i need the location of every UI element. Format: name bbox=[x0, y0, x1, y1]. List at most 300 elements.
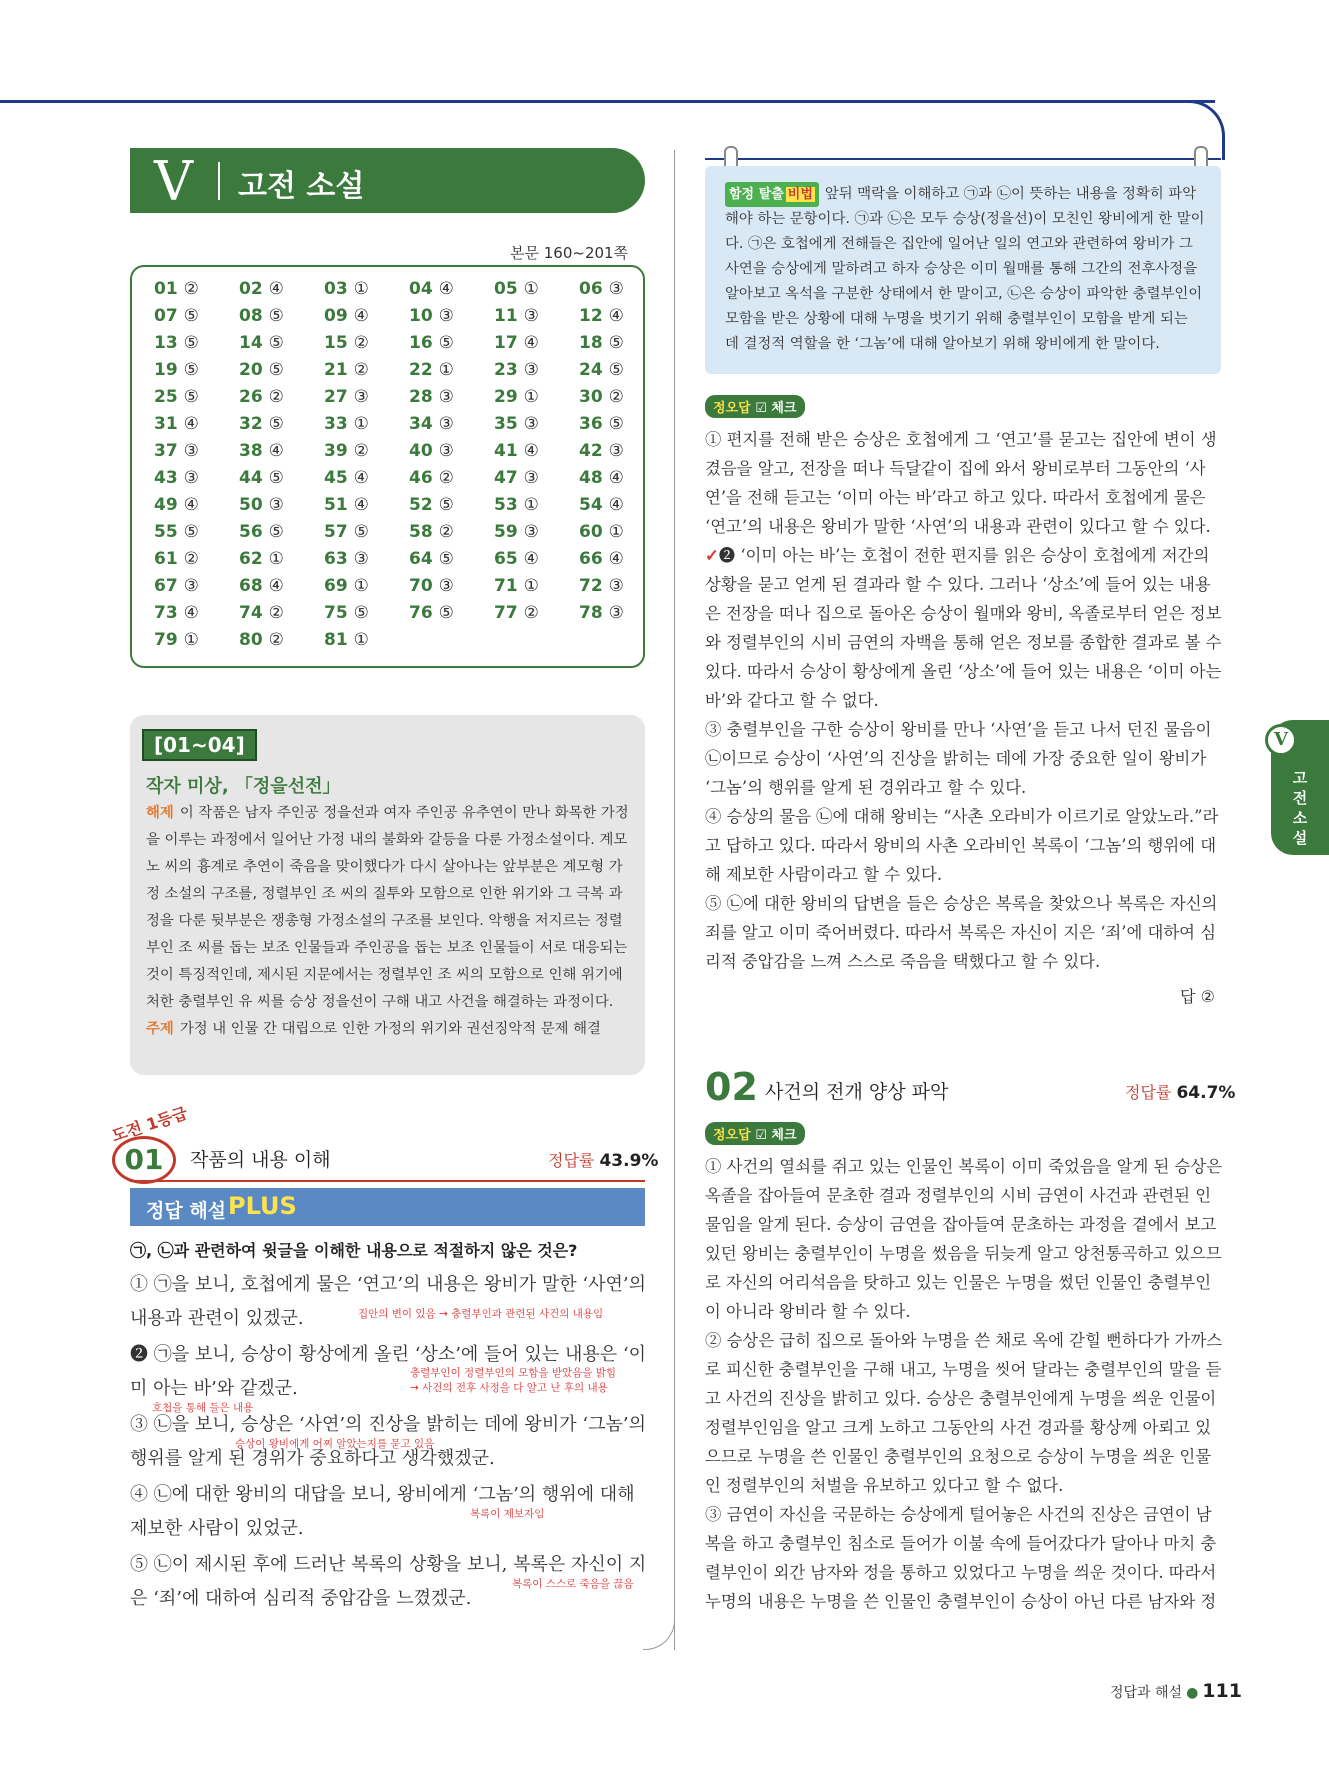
page-reference: 본문 160~201쪽 bbox=[510, 244, 629, 262]
answer-key-item bbox=[324, 333, 409, 360]
challenge-badge: 도전 1등급 bbox=[109, 1103, 190, 1146]
correct-rate-value: 64.7% bbox=[1176, 1083, 1236, 1103]
answer-key-item bbox=[409, 360, 494, 387]
answer-key-number: 47 bbox=[494, 468, 518, 488]
answer-key-number: 48 bbox=[579, 468, 603, 488]
answer-key-choice: ③ bbox=[608, 576, 624, 596]
answer-key-number: 17 bbox=[494, 333, 518, 353]
answer-key-number: 50 bbox=[239, 495, 263, 515]
answer-key-number: 28 bbox=[409, 387, 433, 407]
answer-key-number: 07 bbox=[154, 306, 178, 326]
answer-key-number: 64 bbox=[409, 549, 433, 569]
answer-key-choice: ③ bbox=[438, 387, 454, 407]
answer-key-number: 10 bbox=[409, 306, 433, 326]
question-number: 02 bbox=[705, 1065, 758, 1109]
page-footer bbox=[1110, 1680, 1242, 1702]
answer-key-number: 25 bbox=[154, 387, 178, 407]
answer-key-choice: ④ bbox=[438, 279, 454, 299]
answer-key-number: 66 bbox=[579, 549, 603, 569]
answer-key-number: 61 bbox=[154, 549, 178, 569]
answer-key-choice: ① bbox=[353, 630, 369, 650]
question-stem: ㉠, ㉡과 관련하여 윗글을 이해한 내용으로 적절하지 않은 것은? bbox=[130, 1241, 578, 1260]
answer-key-number: 53 bbox=[494, 495, 518, 515]
answer-key-item bbox=[239, 333, 324, 360]
answer-key-number: 11 bbox=[494, 306, 518, 326]
answer-key-item bbox=[324, 279, 409, 306]
answer-key-choice: ② bbox=[608, 387, 624, 407]
answer-key-number: 60 bbox=[579, 522, 603, 542]
answer-key-item bbox=[154, 279, 239, 306]
answer-key-choice: ⑤ bbox=[183, 306, 199, 326]
answer-key-item bbox=[324, 603, 409, 630]
answer-key-choice: ① bbox=[523, 576, 539, 596]
chapter-header bbox=[130, 148, 645, 213]
theme-text: 가정 내 인물 간 대립으로 인한 가정의 위기와 권선징악적 문제 해결 bbox=[179, 1021, 601, 1037]
answer-key-number: 42 bbox=[579, 441, 603, 461]
answer-key-number: 19 bbox=[154, 360, 178, 380]
question-title: 사건의 전개 양상 파악 bbox=[765, 1081, 949, 1103]
option-2: ❷ ㉠을 보니, 승상이 황상에게 올린 ‘상소’에 들어 있는 내용은 ‘이미 아는 바’와 같겠군. bbox=[130, 1344, 647, 1399]
check-badge: 정오답 ☑ 체크 bbox=[705, 395, 805, 418]
answer-key-number: 21 bbox=[324, 360, 348, 380]
answer-key-number: 37 bbox=[154, 441, 178, 461]
answer-key-choice: ③ bbox=[353, 387, 369, 407]
explanation-paragraph bbox=[705, 541, 1225, 715]
answer-key-number: 56 bbox=[239, 522, 263, 542]
column-divider bbox=[674, 150, 675, 1650]
answer-key-item bbox=[324, 414, 409, 441]
answer-key-choice: ⑤ bbox=[438, 495, 454, 515]
annotation-note: 충렬부인이 정렬부인의 모함을 받았음을 밝힘 bbox=[410, 1367, 617, 1379]
answer-key-item bbox=[324, 306, 409, 333]
answer-key-number: 46 bbox=[409, 468, 433, 488]
answer-key-choice: ③ bbox=[523, 522, 539, 542]
answer-key-item bbox=[494, 387, 579, 414]
answer-key-item bbox=[239, 468, 324, 495]
answer-key-number: 65 bbox=[494, 549, 518, 569]
explanation-paragraph: ① 사건의 열쇠를 쥐고 있는 인물인 복록이 이미 죽었음을 알게 된 승상은 옥졸을 잡아들여 문초한 결과 정렬부인의 시비 금연이 사건과 관련된 인물임을 알게 된다. 승상이 금연을 잡아들여 문초하는 과정을 곁에서 보고 있던 왕비는 충렬부인이 누명을 썼음을 뒤늦게 알고 앙천통곡하고 있으므로 자신의 어리석음을 탓하고 있는 인물은 누명을 썼던 인물인 충렬부인이 아니라 왕비라 할 수 있다. bbox=[705, 1157, 1223, 1321]
option-1: ① ㉠을 보니, 호첩에게 물은 ‘연고’의 내용은 왕비가 말한 ‘사연’의 내용과 관련이 있겠군. bbox=[130, 1274, 647, 1329]
answer-key-choice: ⑤ bbox=[268, 360, 284, 380]
trap-tip-label-text: 함정 탈출 bbox=[729, 187, 784, 202]
answer-key-number: 72 bbox=[579, 576, 603, 596]
answer-key-choice: ② bbox=[353, 360, 369, 380]
trap-tip-text: 앞뒤 맥락을 이해하고 ㉠과 ㉡이 뜻하는 내용을 정확히 파악해야 하는 문항이다. ㉠과 ㉡은 모두 승상(정을선)이 모친인 왕비에게 한 말이다. ㉠은 호첩에게 전해들은 집안에 일어난 일의 연고와 관련하여 왕비가 그 사연을 승상에게 말하려고 하자 승상은 이미 월매를 통해 그간의 전후사정을 알아보고 옥석을 구분한 상태에서 한 말이고, ㉡은 승상이 파악한 충렬부인이 모함을 받은 상황에 대해 누명을 벗기기 위해 충렬부인이 모함을 받게 되는 데 결정적 역할을 한 ‘그놈’에 대해 알아보기 위해 왕비에게 한 말이다. bbox=[725, 186, 1205, 352]
answer-key-number: 16 bbox=[409, 333, 433, 353]
question-rule bbox=[130, 1180, 645, 1182]
answer-key-item bbox=[239, 495, 324, 522]
answer-key-choice: ③ bbox=[438, 576, 454, 596]
check-badge-label: 정오답 bbox=[713, 401, 751, 416]
answer-key-item bbox=[579, 279, 664, 306]
answer-key-item bbox=[239, 279, 324, 306]
answer-key-choice: ① bbox=[438, 360, 454, 380]
answer-key-choice: ④ bbox=[608, 495, 624, 515]
correct-rate-label: 정답률 bbox=[548, 1151, 595, 1170]
answer-key-item bbox=[579, 576, 664, 603]
answer-key-item bbox=[154, 522, 239, 549]
answer-key-choice: ⑤ bbox=[438, 333, 454, 353]
answer-key-choice: ② bbox=[438, 468, 454, 488]
answer-key-number: 24 bbox=[579, 360, 603, 380]
answer-key-item bbox=[409, 603, 494, 630]
question-number: 01 bbox=[112, 1136, 176, 1184]
answer-key-number: 45 bbox=[324, 468, 348, 488]
answer-key-choice: ⑤ bbox=[268, 414, 284, 434]
trap-tip-label-highlight: 비법 bbox=[787, 187, 813, 202]
answer-key-choice: ① bbox=[353, 279, 369, 299]
answer-key-item bbox=[579, 306, 664, 333]
answer-key-item bbox=[239, 441, 324, 468]
check-badge: 정오답 ☑ 체크 bbox=[705, 1122, 805, 1145]
answer-key-item bbox=[239, 576, 324, 603]
answer-key-choice: ⑤ bbox=[268, 333, 284, 353]
final-answer: 답 ② bbox=[1180, 987, 1215, 1006]
answer-key-number: 39 bbox=[324, 441, 348, 461]
answer-key-number: 05 bbox=[494, 279, 518, 299]
answer-key-number: 67 bbox=[154, 576, 178, 596]
side-tab-text: 고전 소설 bbox=[1292, 769, 1308, 847]
answer-key-number: 78 bbox=[579, 603, 603, 623]
answer-key-choice: ② bbox=[183, 549, 199, 569]
answer-key-item bbox=[494, 279, 579, 306]
answer-key-number: 31 bbox=[154, 414, 178, 434]
answer-key-item bbox=[324, 522, 409, 549]
annotation-note: 승상이 왕비에게 어찌 알았는지를 묻고 있음 bbox=[235, 1438, 435, 1450]
answer-key-item bbox=[409, 576, 494, 603]
answer-key-item bbox=[579, 414, 664, 441]
answer-key-choice: ④ bbox=[608, 468, 624, 488]
answer-key-number: 27 bbox=[324, 387, 348, 407]
answer-key-choice: ⑤ bbox=[608, 333, 624, 353]
answer-key-item bbox=[494, 414, 579, 441]
answer-key-number: 34 bbox=[409, 414, 433, 434]
chapter-numeral: V bbox=[154, 150, 193, 213]
answer-key-choice: ② bbox=[523, 603, 539, 623]
answer-key-choice: ③ bbox=[523, 360, 539, 380]
answer-key-choice: ④ bbox=[183, 495, 199, 515]
answer-key-item bbox=[409, 306, 494, 333]
answer-key-number: 75 bbox=[324, 603, 348, 623]
summary-text: 이 작품은 남자 주인공 정을선과 여자 주인공 유추연이 만나 화목한 가정을 이루는 과정에서 일어난 가정 내의 불화와 갈등을 다룬 가정소설이다. 계모 노 씨의 흉계로 추연이 죽음을 맞이했다가 다시 살아나는 앞부분은 계모형 가정 소설의 구조를, 정렬부인 조 씨의 질투와 모함으로 인한 위기와 그 극복 과정을 다룬 뒷부분은 쟁총형 가정소설의 구조를 보인다. 악행을 저지르는 정렬부인 조 씨를 돕는 보조 인물들과 주인공을 돕는 보조 인물들이 서로 대응되는 것이 특징적인데, 제시된 지문에서는 정렬부인 조 씨의 모함으로 인해 위기에 처한 충렬부인 유 씨를 승상 정을선이 구해 내고 사건을 해결하는 과정이다. bbox=[146, 805, 629, 1010]
answer-key-choice: ③ bbox=[183, 576, 199, 596]
chapter-title: 고전 소설 bbox=[238, 169, 365, 204]
answer-key-item bbox=[154, 441, 239, 468]
explanation-paragraph: ⑤ ㉡에 대한 왕비의 답변을 들은 승상은 복록을 찾았으나 복록은 자신의 죄를 알고 이미 죽어버렸다. 따라서 복록은 자신이 지은 ‘죄’에 대하여 심리적 중압감을 느껴 스스로 죽음을 택했다고 할 수 있다. bbox=[705, 894, 1218, 971]
answer-key-choice: ③ bbox=[183, 468, 199, 488]
question-title: 작품의 내용 이해 bbox=[190, 1149, 331, 1171]
answer-key-item bbox=[324, 576, 409, 603]
answer-key-item bbox=[494, 306, 579, 333]
answer-key-choice: ③ bbox=[523, 306, 539, 326]
answer-key-number: 04 bbox=[409, 279, 433, 299]
answer-key-choice: ④ bbox=[353, 468, 369, 488]
answer-key-item bbox=[154, 549, 239, 576]
answer-key-number: 79 bbox=[154, 630, 178, 650]
answer-key-choice: ③ bbox=[523, 414, 539, 434]
answer-key-choice: ④ bbox=[523, 549, 539, 569]
answer-key-choice: ⑤ bbox=[438, 603, 454, 623]
answer-key-choice: ③ bbox=[183, 441, 199, 461]
answer-key-choice: ⑤ bbox=[183, 333, 199, 353]
answer-key-choice: ④ bbox=[523, 441, 539, 461]
trap-tip-body bbox=[725, 182, 1205, 357]
theme-label: 주제 bbox=[146, 1021, 174, 1037]
answer-key-item bbox=[579, 333, 664, 360]
option-3: ③ ㉡을 보니, 승상은 ‘사연’의 진상을 밝히는 데에 왕비가 ‘그놈’의 행위를 알게 된 경위가 중요하다고 생각했겠군. bbox=[130, 1414, 647, 1469]
trap-tip-label bbox=[725, 182, 819, 207]
correct-rate bbox=[1125, 1080, 1235, 1103]
check-badge-label: 정오답 bbox=[713, 1128, 751, 1143]
answer-key-number: 49 bbox=[154, 495, 178, 515]
answer-key-choice: ⑤ bbox=[608, 414, 624, 434]
answer-key-item bbox=[324, 387, 409, 414]
answer-key-number: 77 bbox=[494, 603, 518, 623]
answer-key-number: 59 bbox=[494, 522, 518, 542]
explanation-paragraph: ① 편지를 전해 받은 승상은 호첩에게 그 ‘연고’를 묻고는 집안에 변이 생겼음을 알고, 전장을 떠나 득달같이 집에 와서 왕비로부터 그동안의 ‘사연’을 전해 듣고는 ‘이미 아는 바’라고 하고 있다. 따라서 호첩에게 물은 ‘연고’의 내용은 왕비가 말한 ‘사연’의 내용과 관련이 있다고 할 수 있다. bbox=[705, 430, 1217, 536]
answer-key-choice: ③ bbox=[608, 279, 624, 299]
check-badge-label2: 체크 bbox=[771, 1128, 797, 1143]
answer-key-box bbox=[130, 265, 645, 668]
answer-key-choice: ② bbox=[353, 333, 369, 353]
answer-key-number: 30 bbox=[579, 387, 603, 407]
answer-key-item bbox=[324, 495, 409, 522]
answer-key-choice: ⑤ bbox=[183, 522, 199, 542]
answer-key-item bbox=[494, 333, 579, 360]
answer-key-item bbox=[239, 360, 324, 387]
explanation-paragraph: ④ 승상의 물음 ㉡에 대해 왕비는 “사촌 오라비가 이르기로 알았노라.”라고 답하고 있다. 따라서 왕비의 사촌 오라비인 복록이 ‘그놈’의 행위에 대해 제보한 사람이라고 할 수 있다. bbox=[705, 807, 1219, 884]
answer-key-item bbox=[239, 522, 324, 549]
answer-key-item bbox=[579, 441, 664, 468]
answer-key-item bbox=[154, 387, 239, 414]
answer-key-choice: ② bbox=[183, 279, 199, 299]
answer-key-choice: ① bbox=[183, 630, 199, 650]
answer-key-item bbox=[324, 441, 409, 468]
answer-key-choice: ① bbox=[523, 495, 539, 515]
answer-key-choice: ⑤ bbox=[183, 360, 199, 380]
answer-key-item bbox=[239, 414, 324, 441]
answer-key-choice: ③ bbox=[608, 603, 624, 623]
answer-key-item bbox=[154, 576, 239, 603]
answer-key-item bbox=[154, 414, 239, 441]
answer-key-number: 44 bbox=[239, 468, 263, 488]
correct-rate-value: 43.9% bbox=[599, 1151, 659, 1171]
plus-banner-word: PLUS bbox=[228, 1192, 297, 1220]
answer-key-item bbox=[154, 360, 239, 387]
answer-key-number: 81 bbox=[324, 630, 348, 650]
answer-key-number: 62 bbox=[239, 549, 263, 569]
option-5: ⑤ ㉡이 제시된 후에 드러난 복록의 상황을 보니, 복록은 자신이 지은 ‘죄’에 대하여 심리적 중압감을 느꼈겠군. bbox=[130, 1554, 647, 1609]
answer-key-item bbox=[494, 495, 579, 522]
answer-key-choice: ② bbox=[438, 522, 454, 542]
answer-key-item bbox=[409, 333, 494, 360]
answer-key-item bbox=[409, 279, 494, 306]
answer-key-choice: ⑤ bbox=[268, 468, 284, 488]
answer-key-choice: ⑤ bbox=[608, 360, 624, 380]
answer-key-choice: ① bbox=[608, 522, 624, 542]
answer-key-item bbox=[324, 468, 409, 495]
answer-key-item bbox=[409, 387, 494, 414]
answer-key-number: 22 bbox=[409, 360, 433, 380]
answer-key-number: 54 bbox=[579, 495, 603, 515]
explanation-paragraph-text: ❷ ‘이미 아는 바’는 호첩이 전한 편지를 읽은 승상이 호첩에게 저간의 상황을 묻고 얻게 된 결과라 할 수 있다. 그러나 ‘상소’에 들어 있는 내용은 전장을 떠나 집으로 돌아온 승상이 월매와 왕비, 옥졸로부터 얻은 정보와 정렬부인의 시비 금연의 자백을 통해 얻은 정보를 종합한 결과로 볼 수 있다. 따라서 승상이 황상에게 올린 ‘상소’에 들어 있는 내용은 ‘이미 아는 바’와 같다고 할 수 없다. bbox=[705, 546, 1222, 710]
explanation-paragraph: ② 승상은 급히 집으로 돌아와 누명을 쓴 채로 옥에 갇힐 뻔하다가 가까스로 피신한 충렬부인을 구해 내고, 누명을 씻어 달라는 충렬부인의 말을 듣고 사건의 진상을 밝히고 있다. 승상은 충렬부인에게 누명을 씌운 인물이 정렬부인임을 알고 크게 노하고 그동안의 사건 경과를 황상께 아뢰고 있으므로 누명을 쓴 인물인 충렬부인의 요청으로 승상이 누명을 씌운 인물인 정렬부인의 처벌을 유보하고 있다고 할 수 없다. bbox=[705, 1331, 1223, 1495]
answer-key-choice: ④ bbox=[268, 279, 284, 299]
answer-key-choice: ④ bbox=[353, 306, 369, 326]
answer-key-choice: ③ bbox=[438, 414, 454, 434]
answer-key-choice: ① bbox=[353, 414, 369, 434]
answer-key-item bbox=[579, 522, 664, 549]
answer-key-item bbox=[494, 549, 579, 576]
answer-key-choice: ③ bbox=[268, 495, 284, 515]
answer-key-item bbox=[239, 630, 324, 657]
answer-key-choice: ④ bbox=[183, 603, 199, 623]
answer-key-choice: ③ bbox=[523, 468, 539, 488]
answer-key-number: 09 bbox=[324, 306, 348, 326]
passage-range-tag: [01~04] bbox=[142, 729, 257, 761]
answer-key-number: 51 bbox=[324, 495, 348, 515]
answer-key-number: 41 bbox=[494, 441, 518, 461]
answer-key-choice: ⑤ bbox=[268, 306, 284, 326]
answer-key-number: 33 bbox=[324, 414, 348, 434]
answer-key-number: 12 bbox=[579, 306, 603, 326]
answer-key-item bbox=[494, 468, 579, 495]
answer-key-number: 68 bbox=[239, 576, 263, 596]
answer-key-choice: ⑤ bbox=[183, 387, 199, 407]
answer-key-choice: ④ bbox=[608, 549, 624, 569]
q01-explanation bbox=[705, 425, 1225, 976]
annotation-note: 호첩을 통해 들은 내용 bbox=[152, 1402, 254, 1414]
annotation-note: → 사건의 전후 사정을 다 알고 난 후의 내용 bbox=[410, 1382, 608, 1394]
answer-key-number: 76 bbox=[409, 603, 433, 623]
annotation-note: 복록이 스스로 죽음을 끊음 bbox=[512, 1578, 634, 1590]
answer-key-choice: ① bbox=[268, 549, 284, 569]
explanation-paragraph: ③ 충렬부인을 구한 승상이 왕비를 만나 ‘사연’을 듣고 나서 던진 물음이 ㉡이므로 승상이 ‘사연’의 진상을 밝히는 데에 가장 중요한 일이 왕비가 ‘그놈’의 행위를 알게 된 경위라고 할 수 있다. bbox=[705, 720, 1212, 797]
answer-key-choice: ⑤ bbox=[353, 522, 369, 542]
answer-key-item bbox=[494, 603, 579, 630]
answer-key-number: 03 bbox=[324, 279, 348, 299]
answer-key-item bbox=[409, 414, 494, 441]
answer-key-number: 43 bbox=[154, 468, 178, 488]
answer-key-item bbox=[409, 522, 494, 549]
answer-key-choice: ④ bbox=[268, 441, 284, 461]
answer-key-number: 36 bbox=[579, 414, 603, 434]
answer-key-item bbox=[239, 603, 324, 630]
answer-key-choice: ② bbox=[353, 441, 369, 461]
answer-key-number: 71 bbox=[494, 576, 518, 596]
option-4: ④ ㉡에 대한 왕비의 대답을 보니, 왕비에게 ‘그놈’의 행위에 대해 제보한 사람이 있었군. bbox=[130, 1484, 635, 1539]
answer-key-item bbox=[324, 549, 409, 576]
footer-label: 정답과 해설 bbox=[1110, 1685, 1183, 1701]
answer-key-number: 20 bbox=[239, 360, 263, 380]
answer-key-choice: ③ bbox=[438, 441, 454, 461]
trap-tip-box bbox=[705, 166, 1221, 374]
answer-key-item bbox=[154, 333, 239, 360]
answer-key-number: 02 bbox=[239, 279, 263, 299]
answer-key-item bbox=[494, 522, 579, 549]
answer-key-choice: ⑤ bbox=[353, 603, 369, 623]
answer-key-choice: ④ bbox=[523, 333, 539, 353]
answer-key-number: 74 bbox=[239, 603, 263, 623]
answer-key-number: 06 bbox=[579, 279, 603, 299]
answer-key-choice: ④ bbox=[353, 495, 369, 515]
annotation-note: 집안의 변이 있음 → 충렬부인과 관련된 사건의 내용임 bbox=[358, 1308, 604, 1320]
answer-key-item bbox=[579, 549, 664, 576]
answer-key-number: 08 bbox=[239, 306, 263, 326]
answer-key-item bbox=[409, 468, 494, 495]
side-tab-numeral: V bbox=[1265, 724, 1297, 756]
answer-key-choice: ③ bbox=[353, 549, 369, 569]
answer-key-choice: ⑤ bbox=[438, 549, 454, 569]
answer-key-choice: ④ bbox=[268, 576, 284, 596]
answer-key-item bbox=[324, 360, 409, 387]
answer-key-number: 23 bbox=[494, 360, 518, 380]
answer-key-item bbox=[154, 306, 239, 333]
answer-key-item bbox=[154, 495, 239, 522]
answer-key-choice: ② bbox=[268, 630, 284, 650]
correct-rate bbox=[548, 1148, 658, 1171]
answer-key-choice: ④ bbox=[608, 306, 624, 326]
correct-rate-label: 정답률 bbox=[1125, 1083, 1172, 1102]
passage-box bbox=[130, 715, 645, 1075]
answer-key-item bbox=[494, 360, 579, 387]
answer-key-number: 32 bbox=[239, 414, 263, 434]
chapter-separator bbox=[218, 162, 220, 200]
footer-dot-icon: ● bbox=[1186, 1685, 1199, 1701]
answer-key-item bbox=[154, 468, 239, 495]
passage-body bbox=[146, 800, 631, 1043]
answer-key-item bbox=[154, 603, 239, 630]
plus-banner-label: 정답 해설 bbox=[146, 1200, 227, 1222]
answer-key-number: 29 bbox=[494, 387, 518, 407]
answer-key-choice: ① bbox=[353, 576, 369, 596]
answer-key-number: 38 bbox=[239, 441, 263, 461]
answer-key-choice: ② bbox=[268, 603, 284, 623]
trap-box-bar bbox=[705, 158, 1221, 160]
answer-key-number: 26 bbox=[239, 387, 263, 407]
answer-key-number: 63 bbox=[324, 549, 348, 569]
answer-key-item bbox=[239, 387, 324, 414]
answer-key-item bbox=[409, 441, 494, 468]
answer-key-item bbox=[239, 306, 324, 333]
answer-key-number: 73 bbox=[154, 603, 178, 623]
answer-key-item bbox=[239, 549, 324, 576]
work-title: 작자 미상, 「정을선전」 bbox=[146, 776, 341, 797]
answer-key-choice: ③ bbox=[608, 441, 624, 461]
answer-key-choice: ② bbox=[268, 387, 284, 407]
answer-key-number: 35 bbox=[494, 414, 518, 434]
answer-key-number: 15 bbox=[324, 333, 348, 353]
answer-key-number: 13 bbox=[154, 333, 178, 353]
answer-key-number: 55 bbox=[154, 522, 178, 542]
answer-key-item bbox=[494, 441, 579, 468]
page-number: 111 bbox=[1202, 1680, 1242, 1702]
answer-key-item bbox=[579, 360, 664, 387]
answer-key-number: 69 bbox=[324, 576, 348, 596]
answer-key-number: 80 bbox=[239, 630, 263, 650]
q02-explanation bbox=[705, 1152, 1225, 1616]
answer-key-item bbox=[409, 549, 494, 576]
check-badge-label2: 체크 bbox=[771, 401, 797, 416]
answer-key-number: 70 bbox=[409, 576, 433, 596]
answer-key-number: 01 bbox=[154, 279, 178, 299]
plus-banner bbox=[130, 1188, 645, 1226]
answer-key-number: 58 bbox=[409, 522, 433, 542]
answer-key-choice: ③ bbox=[438, 306, 454, 326]
answer-key-item bbox=[579, 603, 664, 630]
annotation-note: 복록이 제보자임 bbox=[470, 1508, 545, 1520]
answer-key-item bbox=[154, 630, 239, 657]
